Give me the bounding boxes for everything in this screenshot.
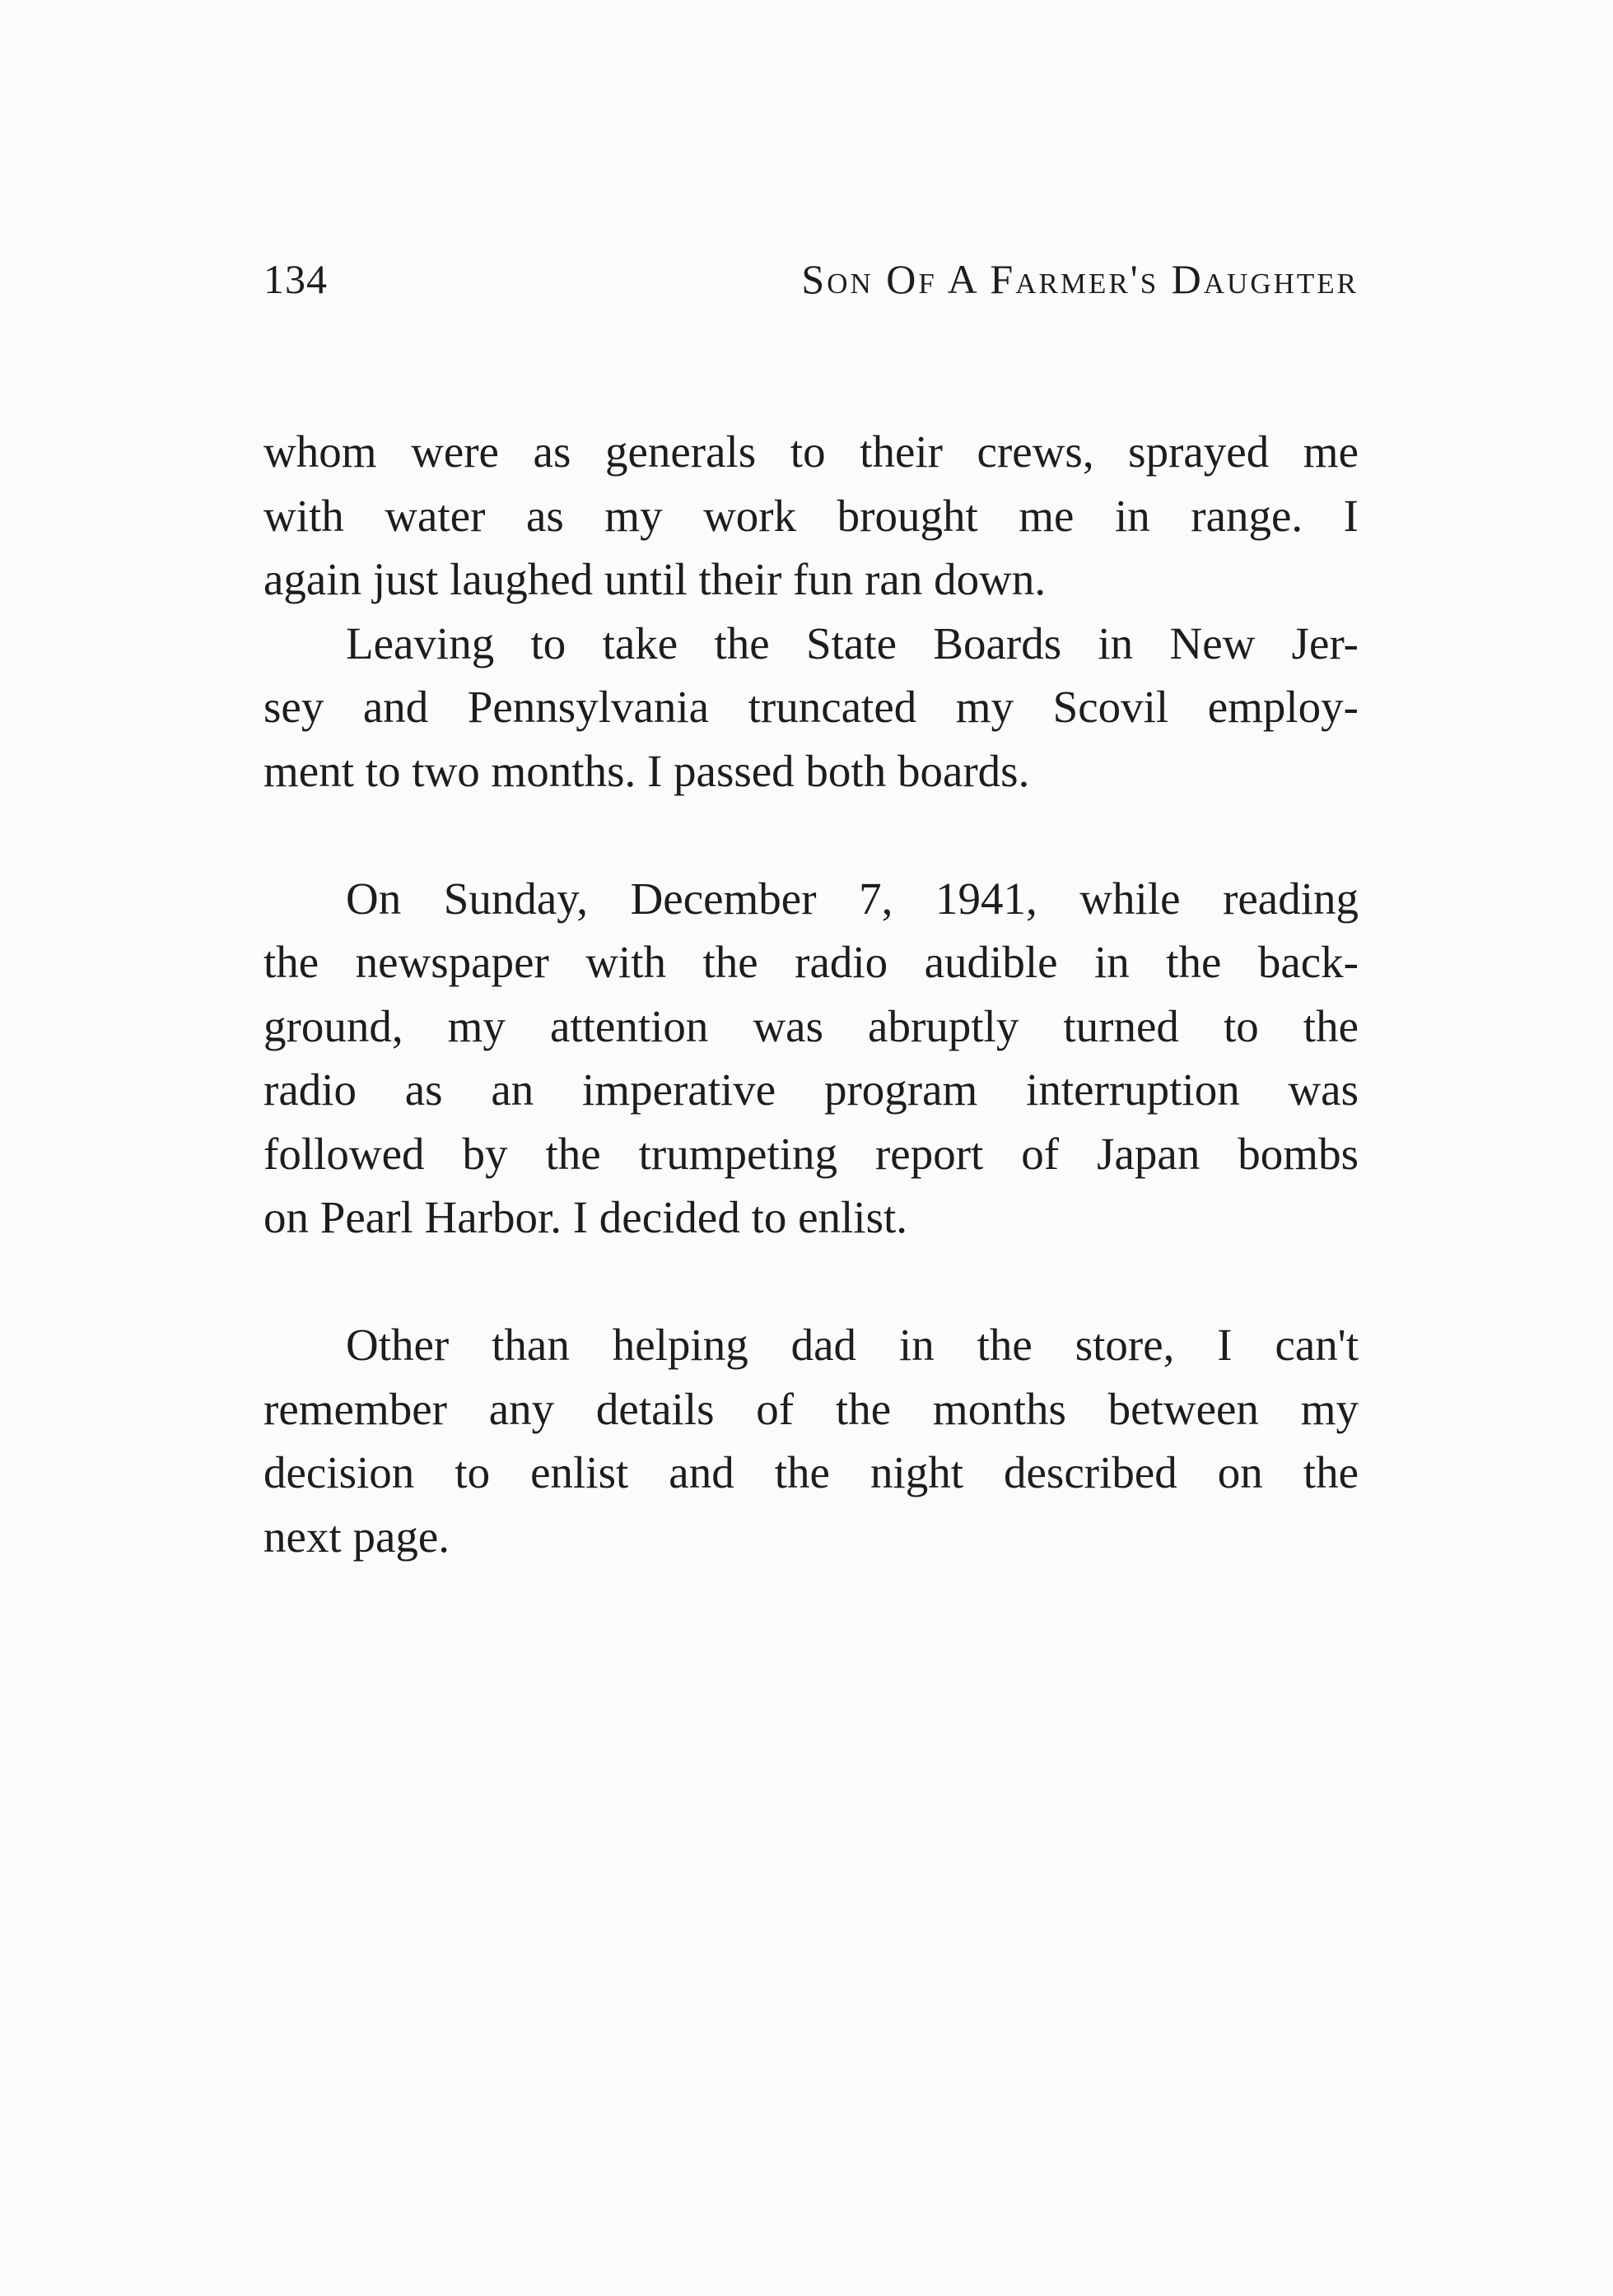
paragraph: [263, 1313, 1359, 1568]
text-line: sey and Pennsylvania truncated my Scovil employ-: [263, 682, 1359, 732]
text-line: with water as my work brought me in range. I: [263, 490, 1359, 541]
text-line: again just laughed until their fun ran down.: [263, 554, 1047, 604]
running-head: [263, 255, 1359, 321]
text-line: followed by the trumpeting report of Japan bombs: [263, 1128, 1359, 1179]
text-line: On Sunday, December 7, 1941, while reading: [346, 873, 1359, 924]
text-line: radio as an imperative program interruption was: [263, 1064, 1359, 1115]
text-line: Other than helping dad in the store, I can't: [346, 1320, 1359, 1370]
text-line: Leaving to take the State Boards in New Jer-: [346, 617, 1359, 668]
text-line: remember any details of the months between my: [263, 1383, 1359, 1434]
paragraph: [263, 867, 1359, 1250]
paragraph: [263, 420, 1359, 612]
text-line: the newspaper with the radio audible in the back-: [263, 937, 1359, 987]
text-line: next page.: [263, 1511, 450, 1562]
text-line: ment to two months. I passed both boards.: [263, 745, 1030, 796]
text-line: whom were as generals to their crews, sprayed me: [263, 426, 1359, 477]
paragraph: [263, 612, 1359, 803]
book-title: Son Of A Farmer's Daughter: [801, 256, 1359, 302]
paragraph-gap: [263, 803, 1359, 867]
page-number: 134: [263, 256, 328, 302]
text-line: ground, my attention was abruptly turned to the: [263, 1000, 1359, 1051]
paragraph-gap: [263, 1250, 1359, 1314]
text-line: on Pearl Harbor. I decided to enlist.: [263, 1192, 908, 1242]
body-text: [263, 420, 1359, 1568]
text-line: decision to enlist and the night described on the: [263, 1447, 1359, 1497]
